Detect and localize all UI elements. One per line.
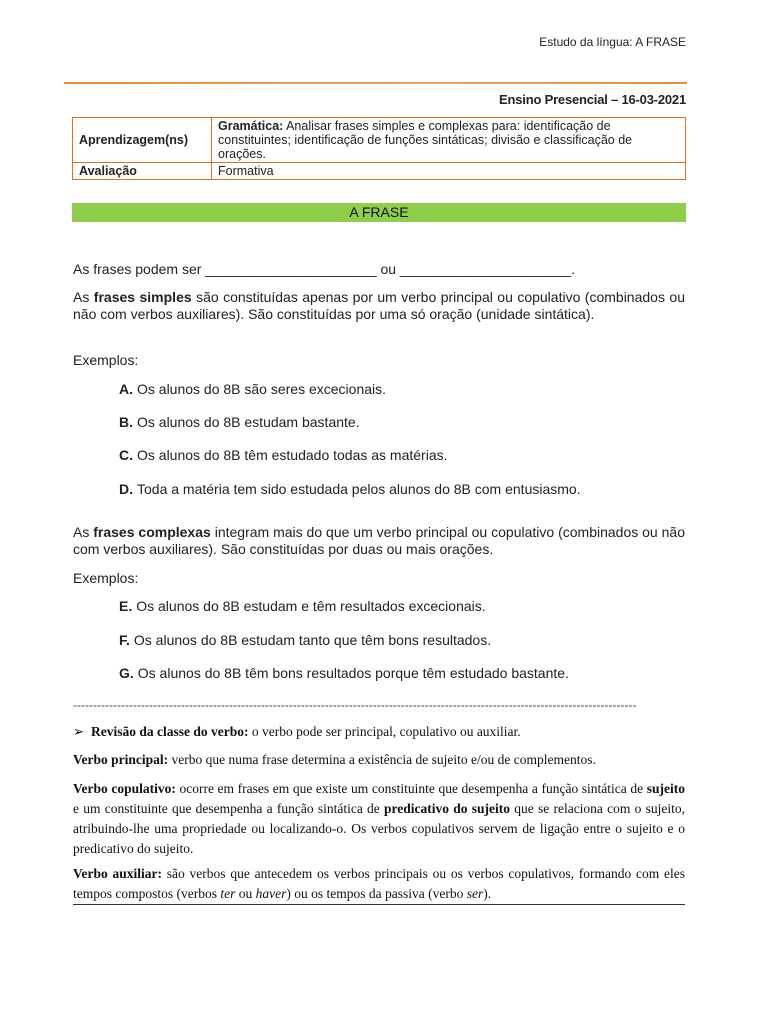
principal-text: verbo que numa frase determina a existência de sujeito e/ou de complementos. — [168, 752, 596, 767]
copulativo-text: ocorre em frases em que existe um constituinte que desempenha a função sintática de — [175, 781, 647, 796]
table-row — [73, 118, 686, 163]
example-letter: E. — [119, 598, 133, 614]
auxiliar-text: ou — [235, 886, 256, 901]
verb-ter: ter — [220, 886, 236, 901]
revisao-text: o verbo pode ser principal, copulativo ou auxiliar. — [248, 724, 521, 739]
intro-line: As frases podem ser ______________________ ou ______________________. — [73, 261, 576, 277]
simples-pre: As — [73, 289, 94, 305]
example-text: Os alunos do 8B têm estudado todas as matérias. — [137, 447, 448, 463]
example-letter: F. — [119, 632, 130, 648]
sujeito-term: sujeito — [646, 781, 685, 796]
learning-text: Analisar frases simples e complexas para: identificação de constituintes; identificação de funções sintáticas; divisão e classificação de orações. — [218, 119, 633, 161]
revisao-term: Revisão da classe do verbo: — [91, 724, 249, 739]
evaluation-value: Formativa — [212, 163, 686, 180]
simples-term: frases simples — [93, 289, 192, 305]
copulativo-text: e um constituinte que desempenha a função sintática de — [73, 801, 385, 816]
verb-ser: ser — [466, 886, 484, 901]
list-item — [119, 632, 491, 648]
example-text: Os alunos do 8B estudam bastante. — [137, 414, 360, 430]
principal-paragraph — [73, 750, 685, 770]
predicativo-term: predicativo do sujeito — [384, 801, 511, 816]
example-letter: C. — [119, 447, 133, 463]
example-letter: B. — [119, 414, 133, 430]
complexas-pre: As — [73, 524, 94, 540]
list-item — [119, 665, 569, 681]
grammar-label: Gramática: — [218, 119, 284, 133]
simples-post: são constituídas apenas por um verbo principal ou copulativo (combinados ou não com verbos auxiliares). São constituídas por uma só oração (unidade sintática). — [73, 289, 685, 322]
example-text: Os alunos do 8B estudam tanto que têm bons resultados. — [133, 632, 492, 648]
copulativo-paragraph — [73, 779, 685, 859]
verb-haver: haver — [255, 886, 287, 901]
bottom-rule — [73, 904, 685, 905]
learning-label: Aprendizagem(ns) — [73, 118, 212, 163]
list-item — [119, 414, 360, 430]
principal-term: Verbo principal: — [73, 752, 169, 767]
copulativo-term: Verbo copulativo: — [73, 781, 176, 796]
dashed-separator: --------------------------------------------------------------------------------------------------------------------------------------------- — [73, 698, 637, 712]
revisao-line — [73, 722, 685, 742]
list-item — [119, 381, 386, 397]
complexas-term: frases complexas — [93, 524, 211, 540]
learning-value — [212, 118, 686, 163]
header-divider — [64, 82, 687, 84]
example-text: Os alunos do 8B estudam e têm resultados excecionais. — [136, 598, 486, 614]
complexas-paragraph — [73, 524, 685, 558]
arrow-bullet-icon: ➢ — [73, 724, 85, 739]
auxiliar-text: ) ou os tempos da passiva (verbo — [286, 886, 467, 901]
example-letter: A. — [119, 381, 133, 397]
example-text: Os alunos do 8B são seres excecionais. — [137, 381, 387, 397]
table-row — [73, 163, 686, 180]
document-header-title: Estudo da língua: A FRASE — [539, 35, 686, 49]
list-item — [119, 598, 486, 614]
examples-label: Exemplos: — [73, 570, 139, 586]
example-text: Os alunos do 8B têm bons resultados porque têm estudado bastante. — [137, 665, 569, 681]
example-text: Toda a matéria tem sido estudada pelos alunos do 8B com entusiasmo. — [137, 481, 581, 497]
auxiliar-text: são verbos que antecedem os verbos principais ou os verbos copulativos, formando com eles tempos compostos (verbos — [73, 866, 686, 901]
copulativo-text: que se relaciona com o sujeito, atribuindo-lhe uma propriedade ou localizando-o. Os verbos copulativos servem de ligação entre o sujeito e o predicativo do sujeito. — [73, 801, 686, 856]
section-banner: A FRASE — [72, 203, 686, 222]
examples-label: Exemplos: — [73, 352, 139, 368]
date-line: Ensino Presencial – 16-03-2021 — [499, 92, 686, 107]
complexas-post: integram mais do que um verbo principal ou copulativo (combinados ou não com verbos auxiliares). São constituídas por duas ou mais orações. — [73, 524, 685, 557]
example-letter: G. — [119, 665, 134, 681]
info-table — [72, 117, 686, 180]
evaluation-label: Avaliação — [73, 163, 212, 180]
simples-paragraph — [73, 289, 685, 323]
auxiliar-term: Verbo auxiliar: — [73, 866, 163, 881]
list-item — [119, 481, 581, 497]
auxiliar-paragraph — [73, 864, 685, 904]
list-item — [119, 447, 448, 463]
example-letter: D. — [119, 481, 133, 497]
auxiliar-text: ). — [483, 886, 492, 901]
